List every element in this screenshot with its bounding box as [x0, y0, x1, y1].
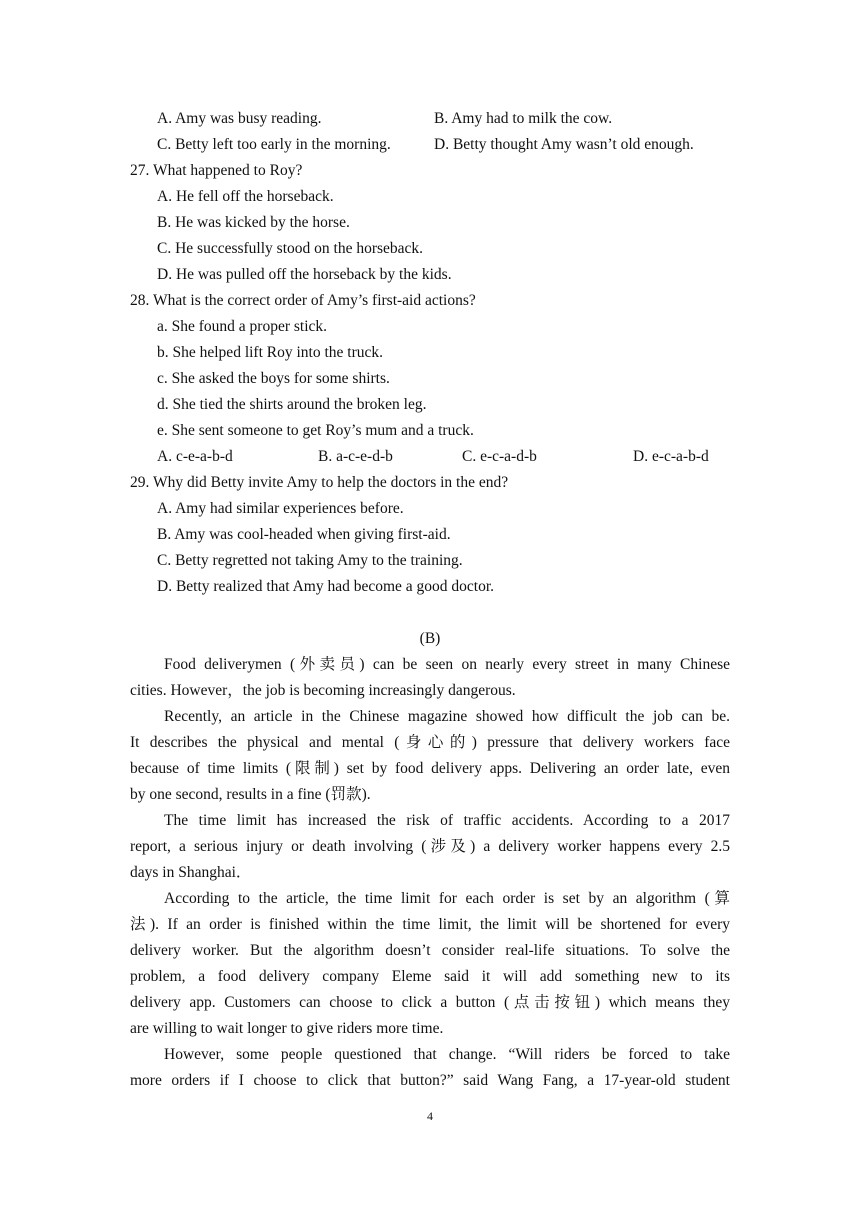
q29-option-d: D. Betty realized that Amy had become a good doctor.: [157, 578, 495, 595]
passage-line: According to the article, the time limit for each order is set by an algorithm (算: [164, 890, 730, 907]
passage-line: It describes the physical and mental (身心的) pressure that delivery workers face: [130, 734, 730, 751]
q28-step: e. She sent someone to get Roy’s mum and a truck.: [157, 422, 474, 439]
passage-line: more orders if I choose to click that button?” said Wang Fang, a 17-year-old student: [130, 1072, 730, 1089]
q27-option-a: A. He fell off the horseback.: [157, 188, 334, 205]
q26-option-c: C. Betty left too early in the morning.: [157, 136, 391, 153]
q26-option-d: D. Betty thought Amy wasn’t old enough.: [434, 136, 694, 153]
q28-option-c: C. e-c-a-d-b: [462, 448, 537, 465]
passage-line: report, a serious injury or death involving (涉及) a delivery worker happens every 2.5: [130, 838, 730, 855]
passage-line: Food deliverymen (外卖员) can be seen on nearly every street in many Chinese: [164, 656, 730, 673]
q28-step: d. She tied the shirts around the broken leg.: [157, 396, 427, 413]
passage-line: problem, a food delivery company Eleme said it will add something new to its: [130, 968, 730, 985]
q28-step: a. She found a proper stick.: [157, 318, 328, 335]
q26-option-a: A. Amy was busy reading.: [157, 110, 322, 127]
passage-line: delivery worker. But the algorithm doesn’t consider real-life situations. To solve the: [130, 942, 730, 959]
passage-line: days in Shanghai．: [130, 864, 252, 881]
q27-option-c: C. He successfully stood on the horseback.: [157, 240, 424, 257]
page-number: 4: [427, 1109, 433, 1123]
passage-line: Recently, an article in the Chinese magazine showed how difficult the job can be.: [164, 708, 730, 725]
q28-option-a: A. c-e-a-b-d: [157, 448, 233, 465]
q27-option-b: B. He was kicked by the horse.: [157, 214, 350, 231]
passage-line: cities. However，the job is becoming increasingly dangerous.: [130, 682, 516, 699]
q26-option-b: B. Amy had to milk the cow.: [434, 110, 613, 127]
q28-option-d: D. e-c-a-b-d: [633, 448, 709, 465]
passage-line: The time limit has increased the risk of traffic accidents. According to a 2017: [164, 812, 730, 829]
q29-option-c: C. Betty regretted not taking Amy to the training.: [157, 552, 463, 569]
passage-line: 法). If an order is finished within the time limit, the limit will be shortened for every: [130, 916, 730, 933]
q29-option-a: A. Amy had similar experiences before.: [157, 500, 404, 517]
passage-line: delivery app. Customers can choose to click a button (点击按钮) which means they: [130, 994, 730, 1011]
q28-step: c. She asked the boys for some shirts.: [157, 370, 390, 387]
passage-line: by one second, results in a fine (罚款).: [130, 786, 371, 803]
passage-line: are willing to wait longer to give riders more time.: [130, 1020, 444, 1037]
q28-option-b: B. a-c-e-d-b: [318, 448, 393, 465]
q29-option-b: B. Amy was cool-headed when giving first-aid.: [157, 526, 451, 543]
section-b-heading: (B): [419, 630, 441, 647]
q27-stem: 27. What happened to Roy?: [130, 162, 303, 179]
passage-line: because of time limits (限制) set by food delivery apps. Delivering an order late, even: [130, 760, 730, 777]
q28-step: b. She helped lift Roy into the truck.: [157, 344, 384, 361]
q28-stem: 28. What is the correct order of Amy’s first-aid actions?: [130, 292, 476, 309]
q29-stem: 29. Why did Betty invite Amy to help the doctors in the end?: [130, 474, 509, 491]
q27-option-d: D. He was pulled off the horseback by the kids.: [157, 266, 452, 283]
passage-line: However, some people questioned that change. “Will riders be forced to take: [164, 1046, 730, 1063]
